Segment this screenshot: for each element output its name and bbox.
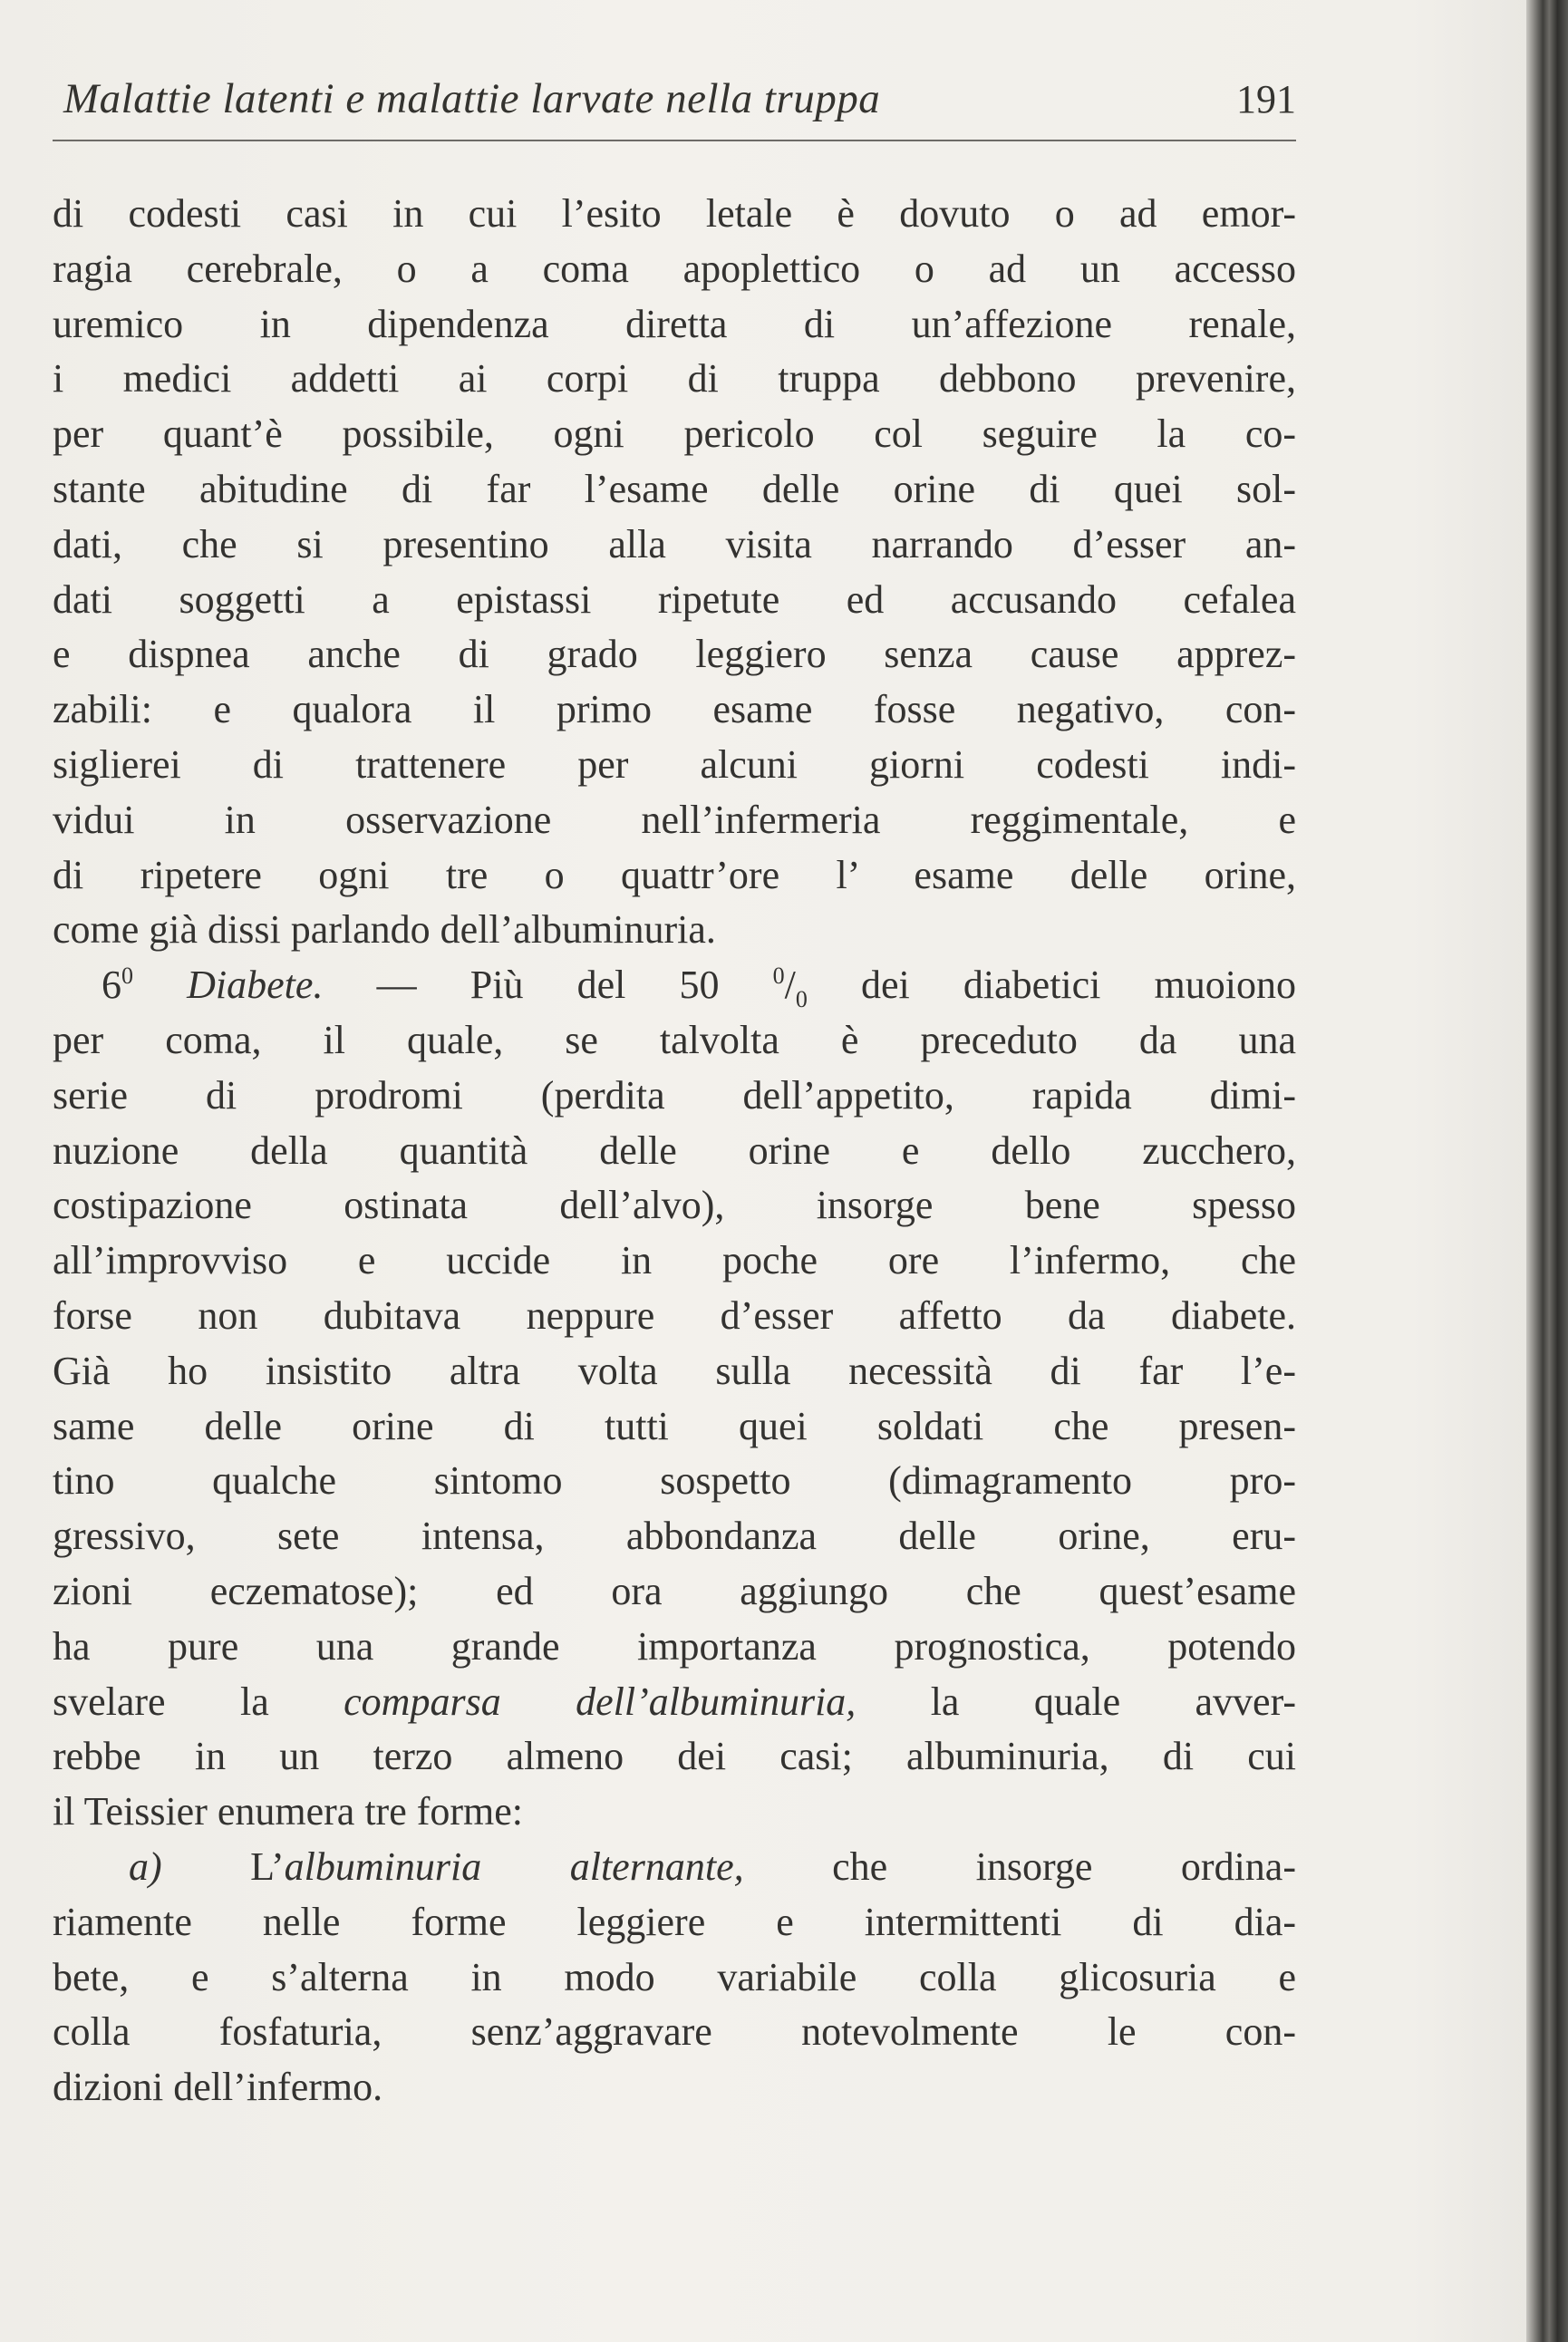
text-line [53, 848, 1296, 904]
text-segment: all’improvviso e uccide in poche ore l’infermo, che [53, 1238, 1296, 1283]
text-segment: per coma, il quale, se talvolta è preceduto da una [53, 1017, 1296, 1062]
text-line [53, 2005, 1296, 2060]
text-line [53, 1454, 1296, 1509]
text-segment: gressivo, sete intensa, abbondanza delle orine, eru- [53, 1514, 1296, 1559]
text-line [53, 1840, 1296, 1895]
text-segment: 0 [772, 963, 785, 990]
text-segment: uremico in dipendenza diretta di un’affezione renale, [53, 301, 1296, 346]
text-segment: riamente nelle forme leggiere e intermittenti di dia- [53, 1899, 1296, 1944]
text-line [53, 1564, 1296, 1620]
text-segment: stante abitudine di far l’esame delle orine di quei sol- [53, 466, 1296, 511]
text-segment: zioni eczematose); ed ora aggiungo che quest’esame [53, 1568, 1296, 1613]
text-segment: ragia cerebrale, o a coma apoplettico o ad un accesso [53, 246, 1296, 291]
text-segment: comparsa dell’albuminuria, [344, 1679, 857, 1724]
text-line [53, 1069, 1296, 1124]
text-line [53, 1124, 1296, 1179]
body-text [53, 187, 1296, 2115]
text-segment: la quale avver- [856, 1679, 1296, 1724]
text-segment: albuminuria alternante, [284, 1844, 744, 1889]
text-line [53, 1399, 1296, 1455]
text-line [53, 518, 1296, 573]
text-segment: siglierei di trattenere per alcuni giorni codesti indi- [53, 741, 1296, 787]
text-line [53, 1620, 1296, 1675]
text-segment: di codesti casi in cui l’esito letale è dovuto o ad emor- [53, 191, 1296, 236]
text-line [53, 958, 1296, 1013]
text-line [53, 1289, 1296, 1344]
text-segment: / [784, 963, 796, 1008]
text-line [53, 2060, 1296, 2115]
text-segment: e dispnea anche di grado leggiero senza cause apprez- [53, 632, 1296, 677]
text-line [53, 1178, 1296, 1234]
running-head [53, 67, 1296, 131]
text-segment: 0 [121, 963, 133, 990]
text-segment: bete, e s’alterna in modo variabile colla glicosuria e [53, 1954, 1296, 1999]
text-line [53, 793, 1296, 848]
text-segment: per quant’è possibile, ogni pericolo col seguire la co- [53, 411, 1296, 457]
text-segment: 6 [102, 963, 121, 1008]
text-line [53, 407, 1296, 462]
text-segment: ha pure una grande importanza prognostica, potendo [53, 1623, 1296, 1669]
text-line [53, 682, 1296, 738]
text-line [53, 297, 1296, 353]
text-line [53, 738, 1296, 793]
text-segment: colla fosfaturia, senz’aggravare notevolmente le con- [53, 2009, 1296, 2055]
text-segment: Diabete. [187, 963, 324, 1008]
text-segment: svelare la [53, 1679, 344, 1724]
text-segment: 0 [795, 986, 808, 1013]
text-line [53, 1509, 1296, 1564]
text-line [53, 573, 1296, 628]
text-segment: tino qualche sintomo sospetto (dimagramento pro- [53, 1458, 1296, 1504]
text-segment: dizioni dell’infermo. [53, 2065, 383, 2110]
text-line [53, 1234, 1296, 1289]
text-segment: zabili: e qualora il primo esame fosse negativo, con- [53, 687, 1296, 732]
text-line [53, 462, 1296, 518]
text-line [53, 1785, 1296, 1840]
text-segment: vidui in osservazione nell’infermeria reggimentale, e [53, 797, 1296, 842]
text-segment: a) [129, 1844, 162, 1889]
text-segment: rebbe in un terzo almeno dei casi; albuminuria, di cui [53, 1734, 1296, 1779]
page-number: 191 [1236, 77, 1296, 121]
text-line [53, 1950, 1296, 2006]
text-line [53, 187, 1296, 242]
text-segment: Già ho insistito altra volta sulla necessità di far l’e- [53, 1348, 1296, 1393]
text-segment: dati, che si presentino alla visita narrando d’esser an- [53, 521, 1296, 566]
header-rule [53, 140, 1296, 141]
text-line [53, 242, 1296, 297]
text-line [53, 352, 1296, 407]
text-segment: forse non dubitava neppure d’esser affetto da diabete. [53, 1292, 1296, 1338]
text-segment: dei diabetici muoiono [807, 963, 1297, 1008]
text-segment: same delle orine di tutti quei soldati che presen- [53, 1403, 1296, 1448]
text-segment: come già dissi parlando dell’albuminuria. [53, 907, 716, 953]
text-line [53, 627, 1296, 682]
text-segment: L’ [161, 1844, 285, 1889]
text-segment: di ripetere ogni tre o quattr’ore l’ esame delle orine, [53, 852, 1296, 897]
text-segment: costipazione ostinata dell’alvo), insorge bene spesso [53, 1183, 1296, 1228]
text-line [53, 1895, 1296, 1950]
text-segment: i medici addetti ai corpi di truppa debbono prevenire, [53, 356, 1296, 402]
text-segment: che insorge ordina- [743, 1844, 1296, 1889]
text-segment: il Teissier enumera tre forme: [53, 1789, 524, 1834]
book-binding-edge [1526, 0, 1568, 2342]
text-segment: nuzione della quantità delle orine e dello zucchero, [53, 1127, 1296, 1173]
text-line [53, 1344, 1296, 1399]
text-segment: — Più del 50 [323, 963, 773, 1008]
text-line [53, 1729, 1296, 1785]
text-line [53, 1013, 1296, 1069]
text-segment: dati soggetti a epistassi ripetute ed accusando cefalea [53, 576, 1296, 622]
text-line [53, 903, 1296, 958]
text-segment [133, 963, 187, 1007]
text-line [53, 1675, 1296, 1730]
text-segment: serie di prodromi (perdita dell’appetito, rapida dimi- [53, 1072, 1296, 1118]
running-title: Malattie latenti e malattie larvate nella truppa [63, 75, 881, 122]
